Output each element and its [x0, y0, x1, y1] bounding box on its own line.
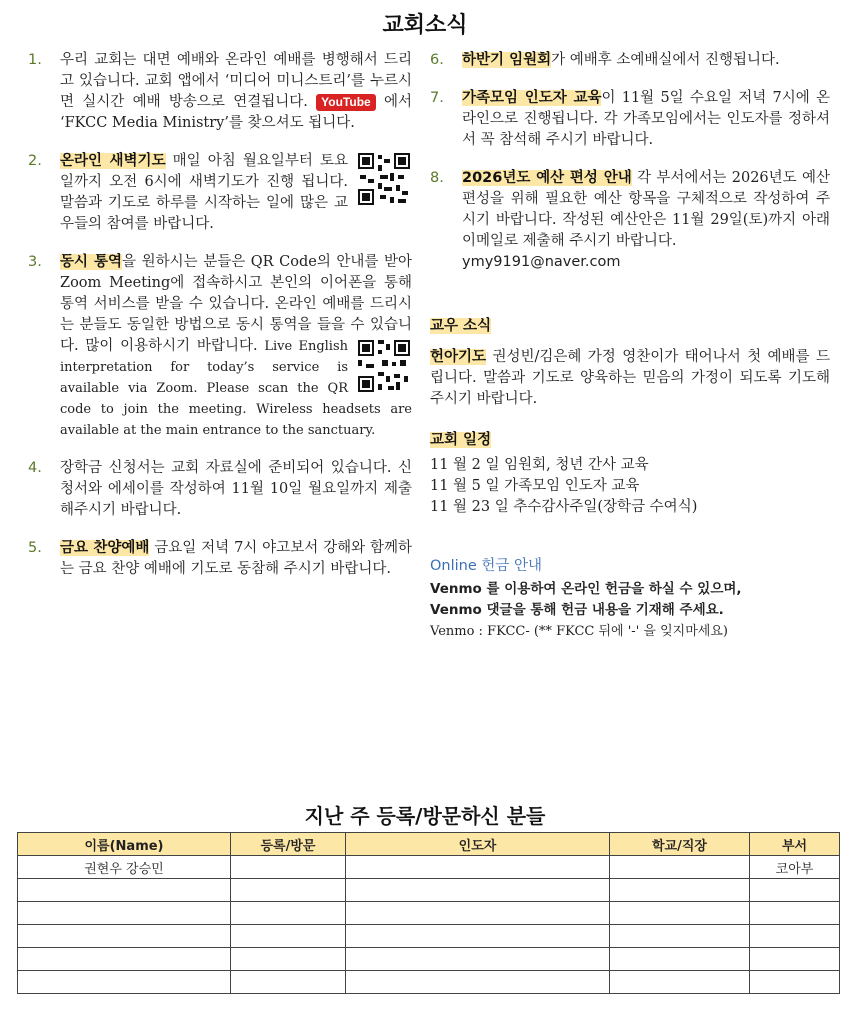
- table-cell: [231, 925, 346, 948]
- highlight-label: 헌아기도: [430, 349, 487, 365]
- table-cell: 코아부: [750, 856, 840, 879]
- table-cell: [346, 948, 610, 971]
- qr-code-icon[interactable]: [356, 338, 412, 394]
- qr-code-icon[interactable]: [356, 151, 412, 207]
- table-cell: [750, 879, 840, 902]
- table-cell: [231, 902, 346, 925]
- notice-item-5: [28, 538, 412, 580]
- notice-item-8: [430, 168, 830, 273]
- highlight-label: 하반기 임원회: [462, 52, 552, 68]
- item-text: 에서 ‘FKCC Media Ministry’를 찾으셔도 됩니다.: [60, 94, 413, 131]
- table-cell: [610, 925, 750, 948]
- page-title: 교회소식: [382, 13, 468, 38]
- notice-item-3: [28, 252, 412, 441]
- notice-item-2: [28, 151, 412, 235]
- table-cell: [346, 925, 610, 948]
- item-text: 을 원하시는 분들은 QR Code의 안내를 받아 Zoom Meeting에 접속하시고 본인의 이어폰을 통해 통역 서비스를 받을 수 있습니다. 온라인 예배를 드리시는 분들도 동일한 방법으로 동시 통역을 들을 수 있습니다. 많이 이용하시기 바랍니다.: [60, 254, 412, 354]
- table-cell: [18, 879, 231, 902]
- highlight-label: 2026년도 예산 편성 안내: [462, 170, 632, 186]
- column-header: 학교/직장: [610, 833, 750, 856]
- item-number: 2.: [28, 153, 42, 169]
- item-text: 우리 교회는 대면 예배와 온라인 예배를 병행해서 드리고 있습니다. 교회 앱에서 ‘미디어 미니스트리’를 누르시면 실시간 예배 방송으로 연결됩니다.: [60, 52, 412, 110]
- schedule-heading: 교회 일정: [430, 432, 492, 448]
- item-number: 4.: [28, 460, 42, 476]
- table-row: [18, 902, 840, 925]
- table-cell: [18, 925, 231, 948]
- item-number: 8.: [430, 170, 444, 186]
- table-row: [18, 856, 840, 879]
- table-row: [18, 948, 840, 971]
- online-line-1: Venmo 를 이용하여 온라인 헌금을 하실 수 있으며,: [430, 581, 742, 597]
- highlight-label: 가족모임 인도자 교육: [462, 90, 602, 106]
- item-number: 1.: [28, 52, 42, 68]
- table-cell: [18, 948, 231, 971]
- table-header-row: [18, 833, 840, 856]
- table-cell: 권현우 강승민: [18, 856, 231, 879]
- table-cell: [750, 971, 840, 994]
- table-cell: [610, 856, 750, 879]
- highlight-label: 온라인 새벽기도: [60, 153, 166, 169]
- table-cell: [610, 902, 750, 925]
- table-cell: [18, 902, 231, 925]
- table-row: [18, 925, 840, 948]
- notice-item-7: [430, 88, 830, 151]
- table-cell: [610, 879, 750, 902]
- right-column: [430, 50, 830, 642]
- left-column: [28, 50, 412, 597]
- column-header: 인도자: [346, 833, 610, 856]
- notice-item-6: [430, 50, 830, 71]
- members-heading: 교우 소식: [430, 318, 492, 334]
- column-header: 부서: [750, 833, 840, 856]
- members-text: 권성빈/김은혜 가정 영찬이가 태어나서 첫 예배를 드립니다. 말씀과 기도로 양육하는 믿음의 가정이 되도록 기도해 주시기 바랍니다.: [430, 349, 830, 407]
- item-text: 매일 아침 월요일부터 토요일까지 오전 6시에 새벽기도가 진행 됩니다. 말씀과 기도로 하루를 시작하는 일에 많은 교우들의 참여를 바랍니다.: [60, 153, 349, 232]
- table-cell: [231, 856, 346, 879]
- table-cell: [18, 971, 231, 994]
- table-cell: [231, 948, 346, 971]
- table-row: [18, 971, 840, 994]
- online-offering-title: Online 헌금 안내: [430, 558, 543, 574]
- table-cell: [231, 971, 346, 994]
- table-row: [18, 879, 840, 902]
- item-text: 금요일 저녁 7시 야고보서 강해와 함께하는 금요 찬양 예배에 기도로 동참해 주시기 바랍니다.: [60, 540, 413, 577]
- notice-item-1: [28, 50, 412, 134]
- item-number: 3.: [28, 254, 42, 270]
- highlight-label: 금요 찬양예배: [60, 540, 150, 556]
- table-cell: [610, 971, 750, 994]
- table-cell: [346, 856, 610, 879]
- venmo-id: Venmo : FKCC- (** FKCC 뒤에 '-' 을 잊지마세요): [430, 624, 728, 639]
- item-number: 5.: [28, 540, 42, 556]
- registration-table: [17, 832, 840, 994]
- table-cell: [231, 879, 346, 902]
- item-number: 7.: [430, 90, 444, 106]
- schedule-item: 11 월 2 일 임원회, 청년 간사 교육: [430, 457, 649, 473]
- item-number: 6.: [430, 52, 444, 68]
- table-cell: [750, 925, 840, 948]
- registration-title: 지난 주 등록/방문하신 분들: [304, 804, 546, 828]
- item-text: 가 예배후 소예배실에서 진행됩니다.: [551, 52, 780, 68]
- item-text: 각 부서에서는 2026년도 예산 편성을 위해 필요한 예산 항목을 구체적으로 작성하여 주시기 바랍니다. 작성된 예산안은 11월 29일(토)까지 아래 이메일로 제출해 주시기 바랍니다.: [462, 170, 830, 249]
- table-cell: [346, 971, 610, 994]
- item-text: 장학금 신청서는 교회 자료실에 준비되어 있습니다. 신청서와 에세이를 작성하여 11월 10일 월요일까지 제출해주시기 바랍니다.: [60, 460, 412, 518]
- online-line-2: Venmo 댓글을 통해 헌금 내용을 기재해 주세요.: [430, 602, 724, 618]
- schedule-item: 11 월 23 일 추수감사주일(장학금 수여식): [430, 499, 698, 515]
- table-cell: [750, 948, 840, 971]
- english-note: Live English interpretation for today’s service is available via Zoom. Please scan the QR code to join the meeting. Wireless headsets are available at the main entrance to the sanctuary.: [60, 339, 412, 438]
- table-cell: [750, 902, 840, 925]
- schedule-item: 11 월 5 일 가족모임 인도자 교육: [430, 478, 640, 494]
- members-news: [430, 347, 830, 410]
- highlight-label: 동시 통역: [60, 254, 123, 270]
- notice-item-4: [28, 458, 412, 521]
- table-cell: [346, 879, 610, 902]
- item-text: 이 11월 5일 수요일 저녁 7시에 온라인으로 진행됩니다. 각 가족모임에서는 인도자를 정하셔서 꼭 참석해 주시기 바랍니다.: [462, 90, 830, 148]
- schedule-list: [430, 455, 830, 518]
- column-header: 이름(Name): [18, 833, 231, 856]
- column-header: 등록/방문: [231, 833, 346, 856]
- table-cell: [346, 902, 610, 925]
- email-link[interactable]: ymy9191@naver.com: [462, 254, 621, 270]
- table-cell: [610, 948, 750, 971]
- youtube-logo-icon[interactable]: YouTube: [316, 94, 376, 111]
